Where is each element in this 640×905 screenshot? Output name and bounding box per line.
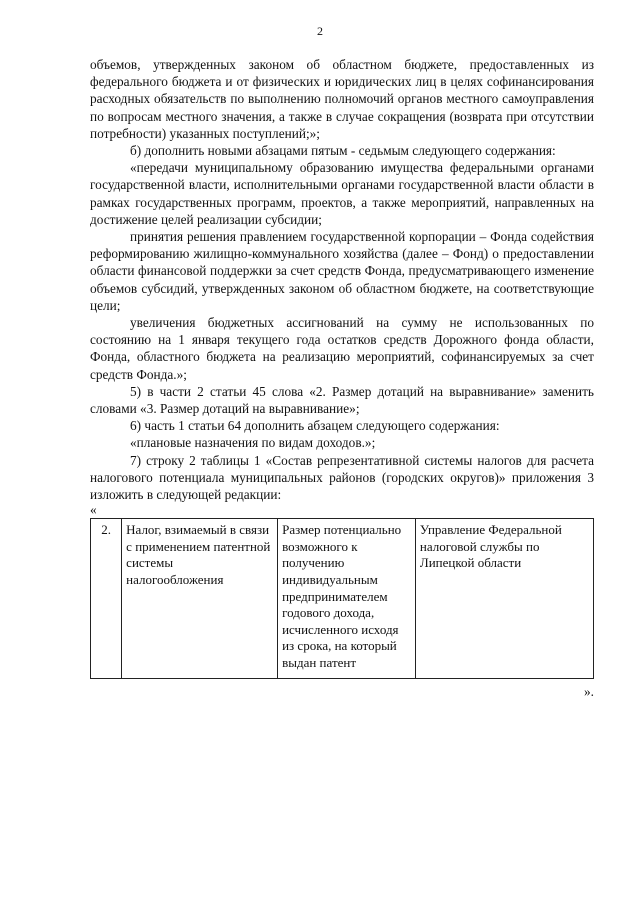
tax-base-cell: Размер потенциально возможного к получению индивидуальным предпринимателем годового дохода, исчисленного исходя из срока, на который выдан патент xyxy=(278,519,416,678)
tax-name-cell: Налог, взимаемый в связи с применением патентной системы налогообложения xyxy=(122,519,278,678)
inserted-table xyxy=(90,518,594,678)
paragraph-fund-decision: принятия решения правлением государственной корпорации – Фонда содействия реформированию жилищно-коммунального хозяйства (далее – Фонд) о предоставлении области финансовой поддержки за счет средств Фонда, предусматривающего изменение объемов субсидий, утвержденных законом об областном бюджете, на соответствующие цели; xyxy=(90,229,594,313)
document-body xyxy=(90,56,594,700)
row-number-cell: 2. xyxy=(91,519,122,678)
paragraph-continuation: объемов, утвержденных законом об областном бюджете, предоставленных из федерального бюджета и от физических и юридических лиц в целях софинансирования расходных обязательств по выполнению полномочий органов местного самоуправления по вопросам местного значения, а также в случае сокращения (возврата при отсутствии потребности) указанных поступлений;»; xyxy=(90,57,594,141)
authority-cell: Управление Федеральной налоговой службы по Липецкой области xyxy=(415,519,593,678)
paragraph-item-7: 7) строку 2 таблицы 1 «Состав репрезентативной системы налогов для расчета налогового потенциала муниципальных районов (городских округов)» приложения 3 изложить в следующей редакции: xyxy=(90,452,594,503)
paragraph-increase: увеличения бюджетных ассигнований на сумму не использованных по состоянию на 1 января текущего года остатков средств Дорожного фонда области, Фонда, областного бюджета на реализацию мероприятий, софинансируемых за счет средств Фонда.»; xyxy=(90,315,594,382)
quote-close: ». xyxy=(584,683,594,699)
paragraph-transfer: «передачи муниципальному образованию имущества федеральными органами государственной власти, исполнительными органами государственной власти области в рамках государственных программ, проектов, а также мероприятий, направленных на достижение целей реализации субсидии; xyxy=(90,160,594,227)
quote-open: « xyxy=(90,502,97,518)
paragraph-item-6: 6) часть 1 статьи 64 дополнить абзацем следующего содержания: xyxy=(130,418,500,434)
page-number: 2 xyxy=(317,24,323,38)
paragraph-item-5: 5) в части 2 статьи 45 слова «2. Размер дотаций на выравнивание» заменить словами «3. Размер дотаций на выравнивание»; xyxy=(90,383,594,417)
table-row xyxy=(91,519,594,678)
paragraph-planned: «плановые назначения по видам доходов.»; xyxy=(130,435,376,451)
paragraph-b: б) дополнить новыми абзацами пятым - седьмым следующего содержания: xyxy=(130,143,556,159)
